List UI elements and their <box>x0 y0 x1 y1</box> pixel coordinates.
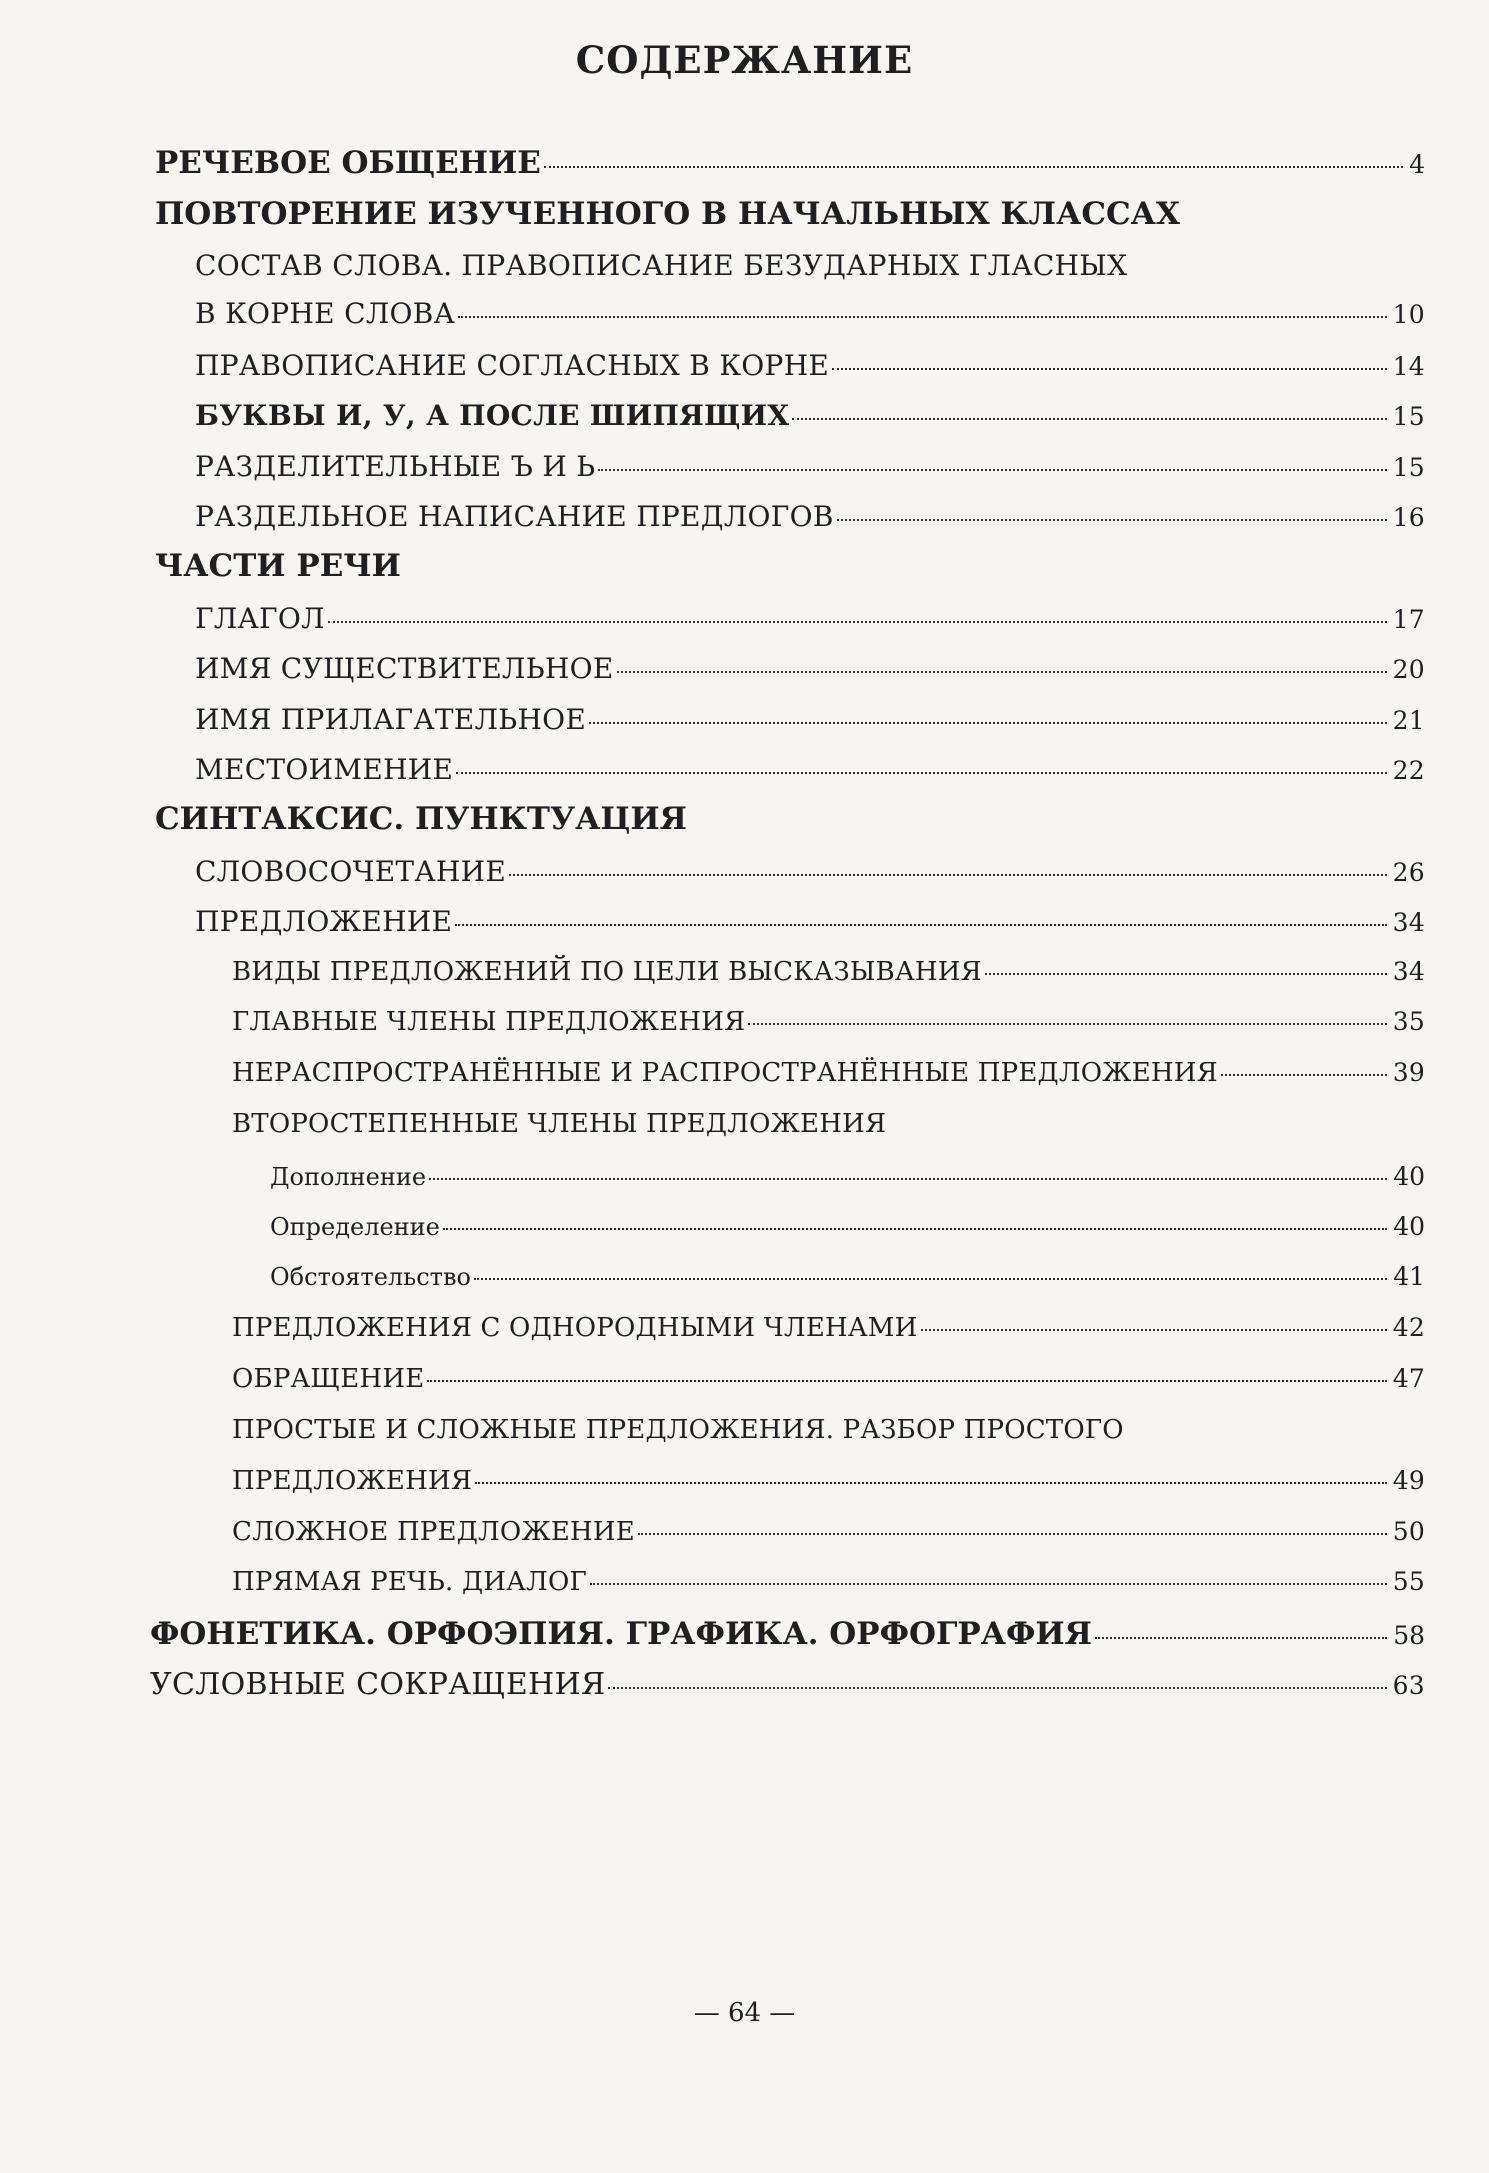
toc-entry-title: СЛОЖНОЕ ПРЕДЛОЖЕНИЕ <box>232 1517 635 1547</box>
toc-entry[interactable] <box>270 1262 1425 1291</box>
toc-entry-page: 47 <box>1392 1364 1425 1393</box>
toc-entry[interactable] <box>232 1567 1425 1597</box>
toc-entry-page: 55 <box>1392 1567 1425 1596</box>
toc-entry[interactable] <box>155 145 1425 181</box>
dot-leader <box>1221 1074 1387 1076</box>
toc-section-heading[interactable] <box>155 801 1425 837</box>
toc-entry[interactable] <box>232 1313 1425 1343</box>
toc-entry-page: 4 <box>1409 150 1425 179</box>
toc-entry-title: Обстоятельство <box>270 1263 471 1291</box>
toc-entry-page: 35 <box>1392 1007 1425 1036</box>
toc-entry-title: ФОНЕТИКА. ОРФОЭПИЯ. ГРАФИКА. ОРФОГРАФИЯ <box>150 1616 1093 1652</box>
toc-entry[interactable] <box>195 652 1425 685</box>
toc-section-heading[interactable] <box>155 548 1425 584</box>
dot-leader <box>427 1380 1386 1382</box>
page-number: — 64 — <box>693 1998 796 2028</box>
dot-leader <box>617 671 1387 673</box>
toc-entry-title: РАЗДЕЛИТЕЛЬНЫЕ Ъ И Ь <box>195 450 596 483</box>
toc-entry-title: РЕЧЕВОЕ ОБЩЕНИЕ <box>155 145 541 181</box>
dot-leader <box>921 1329 1387 1331</box>
toc-entry[interactable] <box>195 297 1425 330</box>
toc-entry[interactable] <box>195 450 1425 483</box>
toc-entry-title: СЛОВОСОЧЕТАНИЕ <box>195 855 507 888</box>
toc-entry-page: 49 <box>1392 1466 1425 1495</box>
dot-leader <box>544 166 1403 168</box>
toc-entry-title: ЧАСТИ РЕЧИ <box>155 548 401 584</box>
toc-entry-title: ВИДЫ ПРЕДЛОЖЕНИЙ ПО ЦЕЛИ ВЫСКАЗЫВАНИЯ <box>232 957 982 987</box>
toc-entry-page: 26 <box>1392 858 1425 887</box>
toc-entry-title: ПРАВОПИСАНИЕ СОГЛАСНЫХ В КОРНЕ <box>195 349 830 382</box>
toc-entry-page: 63 <box>1392 1671 1425 1700</box>
dot-leader <box>608 1687 1386 1689</box>
toc-entry-page: 34 <box>1392 908 1425 937</box>
toc-entry[interactable] <box>270 1162 1425 1191</box>
toc-entry-title: ИМЯ СУЩЕСТВИТЕЛЬНОЕ <box>195 652 614 685</box>
toc-entry-page: 50 <box>1392 1517 1425 1546</box>
toc-entry[interactable] <box>232 1007 1425 1037</box>
dot-leader <box>832 368 1386 370</box>
toc-section-heading[interactable] <box>155 196 1425 232</box>
toc-entry-title: БУКВЫ И, У, А ПОСЛЕ ШИПЯЩИХ <box>195 399 790 432</box>
dot-leader <box>474 1278 1387 1280</box>
toc-entry-page: 40 <box>1393 1212 1425 1241</box>
toc-entry-title: ПРЕДЛОЖЕНИЕ <box>195 905 453 938</box>
page-title: СОДЕРЖАНИЕ <box>575 38 914 82</box>
toc-entry[interactable] <box>232 1466 1425 1496</box>
toc-entry[interactable] <box>195 905 1425 938</box>
toc-entry[interactable] <box>195 249 1425 282</box>
toc-entry[interactable] <box>232 1415 1425 1445</box>
dot-leader <box>792 418 1386 420</box>
toc-entry-page: 41 <box>1393 1262 1425 1291</box>
toc-entry[interactable] <box>150 1616 1425 1652</box>
toc-entry-page: 42 <box>1392 1313 1425 1342</box>
toc-entry-page: 39 <box>1392 1058 1425 1087</box>
toc-entry-title: ГЛАВНЫЕ ЧЛЕНЫ ПРЕДЛОЖЕНИЯ <box>232 1007 746 1037</box>
dot-leader <box>638 1533 1387 1535</box>
dot-leader <box>1095 1637 1387 1639</box>
toc-entry-page: 40 <box>1393 1162 1425 1191</box>
dot-leader <box>985 973 1387 975</box>
toc-entry-page: 20 <box>1392 655 1425 684</box>
toc-entry-title: СОСТАВ СЛОВА. ПРАВОПИСАНИЕ БЕЗУДАРНЫХ ГЛАСНЫХ <box>195 249 1128 282</box>
dot-leader <box>456 772 1386 774</box>
toc-entry-page: 58 <box>1393 1621 1425 1650</box>
toc-entry-title: ПРЕДЛОЖЕНИЯ С ОДНОРОДНЫМИ ЧЛЕНАМИ <box>232 1313 918 1343</box>
toc-entry-page: 10 <box>1392 300 1425 329</box>
toc-entry[interactable] <box>232 1517 1425 1547</box>
dot-leader <box>509 874 1386 876</box>
toc-entry-title: МЕСТОИМЕНИЕ <box>195 753 454 786</box>
toc-entry-page: 16 <box>1392 503 1425 532</box>
toc-entry[interactable] <box>232 957 1425 987</box>
dot-leader <box>748 1023 1386 1025</box>
toc-entry-title: Дополнение <box>270 1163 427 1191</box>
toc-entry-page: 15 <box>1392 453 1425 482</box>
toc-entry-title: ОБРАЩЕНИЕ <box>232 1364 425 1394</box>
toc-entry-title: РАЗДЕЛЬНОЕ НАПИСАНИЕ ПРЕДЛОГОВ <box>195 500 834 533</box>
toc-entry[interactable] <box>195 855 1425 888</box>
dot-leader <box>443 1228 1387 1230</box>
toc-entry-title: ИМЯ ПРИЛАГАТЕЛЬНОЕ <box>195 703 587 736</box>
toc-entry[interactable] <box>270 1212 1425 1241</box>
toc-entry-title: Определение <box>270 1213 440 1241</box>
toc-entry-title: СИНТАКСИС. ПУНКТУАЦИЯ <box>155 801 687 837</box>
dot-leader <box>590 1583 1387 1585</box>
toc-entry[interactable] <box>195 753 1425 786</box>
dot-leader <box>837 519 1387 521</box>
dot-leader <box>328 621 1387 623</box>
toc-entry-title: ВТОРОСТЕПЕННЫЕ ЧЛЕНЫ ПРЕДЛОЖЕНИЯ <box>232 1109 887 1139</box>
toc-entry-page: 17 <box>1392 605 1425 634</box>
toc-entry-page: 21 <box>1392 706 1425 735</box>
dot-leader <box>458 316 1386 318</box>
toc-entry-title: ПОВТОРЕНИЕ ИЗУЧЕННОГО В НАЧАЛЬНЫХ КЛАССАХ <box>155 196 1180 232</box>
toc-entry-page: 22 <box>1392 756 1425 785</box>
dot-leader <box>455 924 1386 926</box>
toc-entry-page: 15 <box>1392 402 1425 431</box>
toc-entry[interactable] <box>232 1058 1425 1088</box>
dot-leader <box>475 1482 1387 1484</box>
toc-entry[interactable] <box>150 1667 1425 1702</box>
toc-entry[interactable] <box>195 349 1425 382</box>
toc-entry-title: ПРЯМАЯ РЕЧЬ. ДИАЛОГ <box>232 1567 587 1597</box>
toc-entry[interactable] <box>195 399 1425 432</box>
toc-entry-title: ГЛАГОЛ <box>195 602 325 635</box>
toc-entry[interactable] <box>195 602 1425 635</box>
toc-entry[interactable] <box>195 500 1425 533</box>
toc-entry-title: УСЛОВНЫЕ СОКРАЩЕНИЯ <box>150 1667 606 1702</box>
dot-leader <box>598 469 1386 471</box>
toc-entry-title: ПРОСТЫЕ И СЛОЖНЫЕ ПРЕДЛОЖЕНИЯ. РАЗБОР ПРОСТОГО <box>232 1415 1124 1445</box>
toc-entry-title: НЕРАСПРОСТРАНЁННЫЕ И РАСПРОСТРАНЁННЫЕ ПРЕДЛОЖЕНИЯ <box>232 1058 1218 1088</box>
toc-entry[interactable] <box>232 1364 1425 1394</box>
toc-entry-page: 34 <box>1392 957 1425 986</box>
toc-entry[interactable] <box>232 1109 1425 1139</box>
dot-leader <box>429 1178 1387 1180</box>
toc-entry-title: В КОРНЕ СЛОВА <box>195 297 456 330</box>
toc-entry[interactable] <box>195 703 1425 736</box>
toc-entry-page: 14 <box>1392 352 1425 381</box>
toc-entry-title: ПРЕДЛОЖЕНИЯ <box>232 1466 473 1496</box>
dot-leader <box>589 722 1386 724</box>
